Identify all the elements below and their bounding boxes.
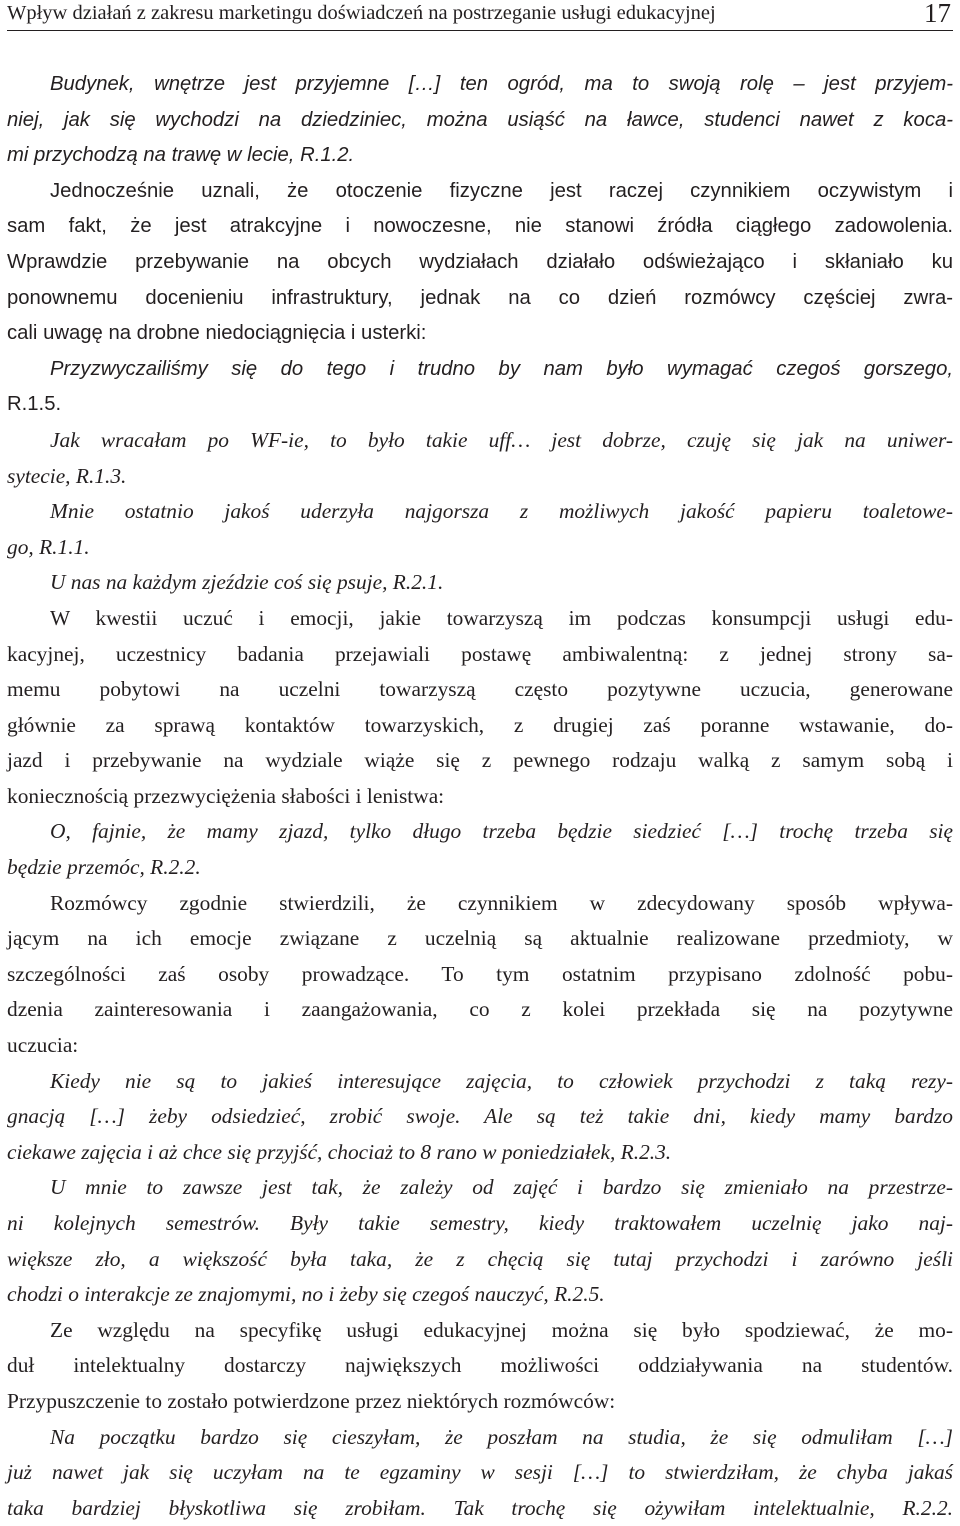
text-line: sam fakt, że jest atrakcyjne i nowoczesne, nie stanowi źródła ciągłego zadowolenia.: [7, 215, 953, 238]
running-title: Wpływ działań z zakresu marketingu doświadczeń na postrzeganie usługi edukacyjnej: [7, 2, 716, 24]
text-line: koniecznością przezwyciężenia słabości i lenistwa:: [7, 783, 445, 808]
text-line: mi przychodzą na trawę w lecie, R.1.2.: [7, 144, 355, 167]
text-line: Wprawdzie przebywanie na obcych wydziałach działało odświeżająco i skłaniało ku: [7, 250, 953, 273]
text-line: ni kolejnych semestrów. Były takie semestry, kiedy traktowałem uczelnię jako naj-: [7, 1211, 953, 1235]
text-line: taka bardziej błyskotliwa się zrobiłam. Tak trochę się ożywiłam intelektualnie, R.2.2.: [7, 1495, 953, 1520]
text-line: głównie za sprawą kontaktów towarzyskich, z drugiej zaś poranne wstawanie, do-: [7, 712, 953, 737]
text-line: jazd i przebywanie na wydziale wiąże się z pewnego rodzaju walką z samym sobą i: [7, 748, 953, 773]
text-line: Mnie ostatnio jakoś uderzyła najgorsza z możliwych jakość papieru toaletowe-: [50, 499, 953, 524]
text-line: Jednocześnie uznali, że otoczenie fizyczne jest raczej czynnikiem oczywistym i: [50, 179, 953, 202]
text-line: będzie przemóc, R.2.2.: [7, 855, 201, 880]
text-line: R.1.5.: [7, 393, 62, 416]
text-line: gnacją […] żeby odsiedzieć, zrobić swoje. Ale są też takie dni, kiedy mamy bardzo: [7, 1104, 953, 1129]
text-line: U nas na każdym zjeździe coś się psuje, R.2.1.: [50, 570, 444, 595]
text-line: cali uwagę na drobne niedociągnięcia i usterki:: [7, 322, 427, 345]
text-line: ciekawe zajęcia i aż chce się przyjść, chociaż to 8 rano w poniedziałek, R.2.3.: [7, 1139, 672, 1164]
text-line: Rozmówcy zgodnie stwierdzili, że czynnikiem w zdecydowany sposób wpływa-: [50, 890, 953, 915]
text-line: dzenia zainteresowania i zaangażowania, co z kolei przekłada się na pozytywne: [7, 997, 953, 1022]
text-line: Na początku bardzo się cieszyłam, że poszłam na studia, że się odmuliłam […]: [50, 1424, 953, 1449]
text-line: Budynek, wnętrze jest przyjemne […] ten ogród, ma to swoją rolę – jest przyjem-: [50, 73, 953, 95]
text-line: uczucia:: [7, 1033, 79, 1058]
text-line: duł intelektualny dostarczy największych możliwości oddziaływania na studentów.: [7, 1353, 953, 1378]
text-line: już nawet jak się uczyłam na te egzaminy w sesji […] to stwierdziłam, że chyba jakaś: [7, 1460, 953, 1485]
text-line: ponownemu docenieniu infrastruktury, jednak na co dzień rozmówcy częściej zwra-: [7, 286, 953, 309]
text-line: jącym na ich emocje związane z uczelnią są aktualnie realizowane przedmioty, w: [7, 926, 953, 951]
text-line: sytecie, R.1.3.: [7, 463, 127, 488]
text-line: go, R.1.1.: [7, 534, 90, 559]
text-line: Przypuszczenie to zostało potwierdzone przez niektórych rozmówców:: [7, 1388, 616, 1413]
text-line: memu pobytowi na uczelni towarzyszą często pozytywne uczucia, generowane: [7, 677, 953, 702]
page-number: 17: [924, 0, 951, 28]
text-line: Ze względu na specyfikę usługi edukacyjnej można się było spodziewać, że mo-: [50, 1317, 953, 1342]
text-line: chodzi o interakcje ze znajomymi, no i żeby się czegoś nauczyć, R.2.5.: [7, 1282, 605, 1307]
text-line: W kwestii uczuć i emocji, jakie towarzyszą im podczas konsumpcji usługi edu-: [50, 605, 953, 630]
page-header: [7, 0, 953, 31]
text-line: Przyzwyczailiśmy się do tego i trudno by nam było wymagać czegoś gorszego,: [50, 357, 953, 380]
body-text: [7, 67, 953, 1526]
text-line: U mnie to zawsze jest tak, że zależy od zajęć i bardzo się zmieniało na przestrze-: [50, 1175, 953, 1200]
text-line: większe zło, a większość była taka, że z chęcią się tutaj przychodzi i zarówno jeśli: [7, 1246, 953, 1271]
text-line: niej, jak się wychodzi na dziedziniec, można usiąść na ławce, studenci nawet z koca-: [7, 108, 953, 131]
text-line: kacyjnej, uczestnicy badania przejawiali postawę ambiwalentną: z jednej strony sa-: [7, 641, 953, 666]
text-line: szczególności zaś osoby prowadzące. To tym ostatnim przypisano zdolność pobu-: [7, 961, 953, 986]
text-line: Jak wracałam po WF-ie, to było takie uff… jest dobrze, czuję się jak na uniwer-: [50, 427, 953, 452]
text-line: Kiedy nie są to jakieś interesujące zajęcia, to człowiek przychodzi z taką rezy-: [50, 1068, 953, 1093]
text-line: O, fajnie, że mamy zjazd, tylko długo trzeba będzie siedzieć […] trochę trzeba się: [50, 819, 953, 844]
